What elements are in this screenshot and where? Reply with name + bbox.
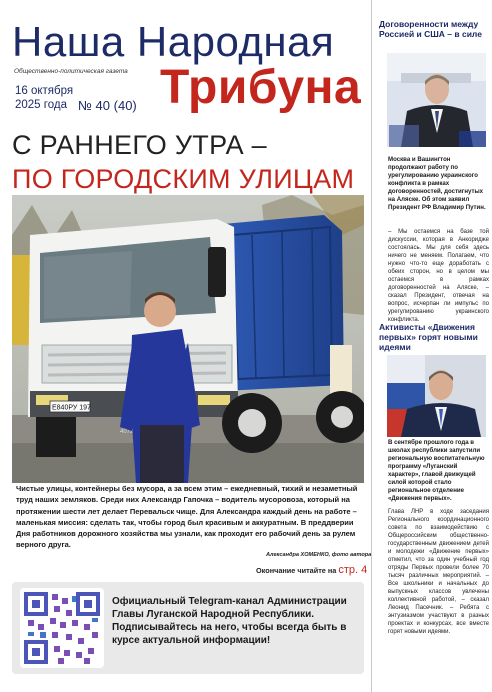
- continued-text: Окончание читайте на: [256, 566, 337, 575]
- sidebar-article1-headline: Договоренности между Россией и США – в силе: [379, 19, 482, 39]
- issue-date-day: 16 октября: [15, 85, 74, 97]
- newspaper-title: Наша Народная: [12, 18, 335, 65]
- main-headline-line2: ПО ГОРОДСКИМ УЛИЦАМ: [12, 164, 355, 194]
- plate-text: Е840РУ 197: [52, 404, 91, 412]
- newspaper-title-tribuna: Трибуна: [160, 61, 362, 114]
- telegram-promo-box: [12, 582, 364, 674]
- article-lead: Чистые улицы, контейнеры без мусора, а за всем этим – ежедневный, тихий и незаметный труд наших земляков. Среди них Александр Гапочка – водитель мусоровоза, который на протяжении шести лет делает Перевальск чище. Для Александра каждый день на работе – маленькая миссия: сделать так, чтобы город был красивым и аккуратным. В преддверии Дня работников дорожного хозяйства мы узнали, как проходит его рабочий день за рулем верного друга.: [16, 484, 358, 550]
- issue-date-year: 2025 года: [15, 99, 67, 111]
- truck-number: 4072: [120, 429, 134, 435]
- main-photo-garbage-truck: [12, 195, 364, 483]
- sidebar-article1-body: – Мы остаемся на базе той дискуссии, которая в Анкоридже состоялась. Мы для себя здесь ничего не меняем. Полагаем, что нужно что-то еще доработать с обеих сторон, но в целом мы остаемся в рамках договоренностей на Аляске, – сказал Президент, отвечая на вопрос, исчерпан ли импульс по урегулированию украинского конфликта.: [388, 229, 489, 323]
- sidebar-column: [371, 0, 492, 692]
- sidebar-article2-caption: В сентябре прошлого года в школах республики запустили региональную воспитательную программу «Луганский характер», главой движущей силой которой стало региональное отделение «Движения первых».: [388, 439, 485, 502]
- sidebar-article2-headline: Активисты «Движения первых» горят новыми идеями: [379, 322, 478, 352]
- truck-illustration: [12, 195, 364, 483]
- issue-number: № 40 (40): [78, 98, 137, 113]
- continued-on-page: [256, 564, 367, 576]
- sidebar-article1-photo: [387, 53, 486, 147]
- president-portrait-image: [387, 53, 486, 147]
- telegram-promo-text: Официальный Telegram-канал Администрации Главы Луганской Народной Республики. Подписывайтесь на него, чтобы всегда быть в курсе актуальной информации!: [112, 596, 347, 646]
- masthead: [12, 12, 364, 124]
- continued-page-number: стр. 4: [338, 564, 368, 576]
- newspaper-genre: Общественно-политическая газета: [14, 68, 128, 75]
- official-portrait-image: [387, 355, 486, 437]
- qr-code-icon: [20, 588, 104, 668]
- sidebar-article1-caption: Москва и Вашингтон продолжают работу по урегулированию украинского конфликта в рамках договоренностей, достигнутых на Аляске. Об этом заявил Президент РФ Владимир Путин.: [388, 156, 486, 211]
- main-headline-line1: С РАННЕГО УТРА –: [12, 130, 267, 160]
- article-credit: Александра ХОМЕНКО, фото автора: [266, 552, 372, 558]
- qr-code[interactable]: [20, 588, 104, 668]
- sidebar-article2-body: Глава ЛНР в ходе заседания Регионального координационного совета по взаимодействию с Общероссийским общественно-государственным движением детей и молодежи «Движение первых» отметил, что за один учебный год отряды Первых провели более 70 тысяч различных мероприятий. – Все школьники и начальных до выпускных классов увлечены коллективной работой, – сказал Леонид Пасечник. – Ребята с энтузиазмом участвуют в разных проектах и конкурсах, все вместе горят новыми идеями.: [388, 509, 489, 635]
- issue-date: [15, 84, 85, 112]
- sidebar-article2-photo: [387, 355, 486, 437]
